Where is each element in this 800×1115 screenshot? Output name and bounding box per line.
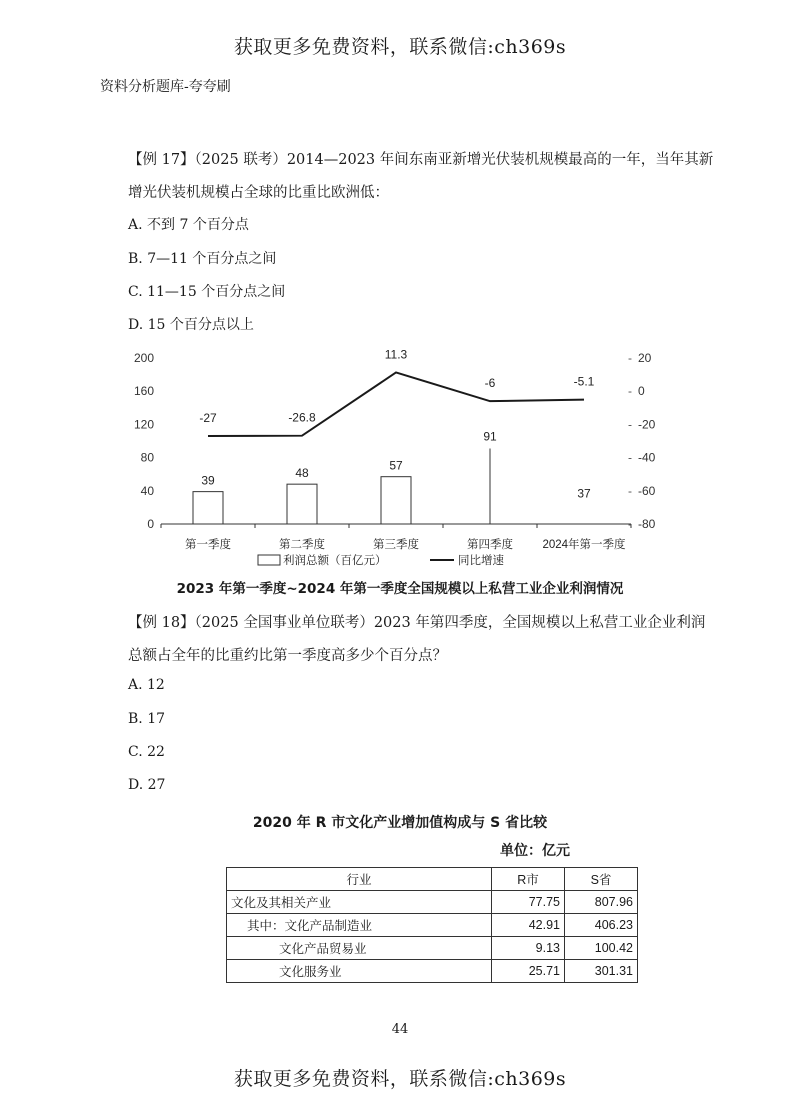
header-industry: 行业: [227, 868, 492, 891]
bar-value-label: 91: [483, 429, 497, 444]
right-tick-dash: -: [628, 384, 632, 399]
top-banner: 获取更多免费资料，联系微信:ch369s: [233, 36, 567, 58]
legend-line-label: 同比增速: [458, 555, 504, 567]
bottom-banner: 获取更多免费资料，联系微信:ch369s: [233, 1068, 567, 1090]
table-title: 2020 年 R 市文化产业增加值构成与 S 省比较: [252, 815, 548, 831]
q17-option-c[interactable]: C. 11—15 个百分点之间: [128, 284, 286, 300]
row-r-value: 9.13: [492, 937, 565, 960]
bar-value-label: 48: [295, 466, 309, 481]
q17-option-a[interactable]: A. 不到 7 个百分点: [128, 217, 249, 233]
row-r-value: 42.91: [492, 914, 565, 937]
q17-option-b[interactable]: B. 7—11 个百分点之间: [128, 251, 277, 267]
legend-bar-swatch: [258, 555, 280, 565]
row-s-value: 406.23: [565, 914, 638, 937]
q18-stem-line1: 【例 18】（2025 全国事业单位联考）2023 年第四季度，全国规模以上私营工业企业利润: [128, 615, 706, 631]
right-tick-label: -20: [638, 417, 656, 432]
bar: [381, 477, 411, 524]
bar-value-label: 39: [201, 473, 215, 488]
row-label: 文化及其相关产业: [227, 891, 492, 914]
row-r-value: 77.75: [492, 891, 565, 914]
chart-caption: 2023 年第一季度~2024 年第一季度全国规模以上私营工业企业利润情况: [176, 581, 624, 597]
document-subtitle: 资料分析题库-夸夸刷: [100, 79, 231, 95]
category-label: 2024年第一季度: [542, 539, 626, 551]
q17-stem-line1: 【例 17】（2025 联考）2014—2023 年间东南亚新增光伏装机规模最高的一年，当年其新: [128, 152, 714, 168]
right-tick-dash: -: [628, 351, 632, 365]
right-tick-dash: -: [628, 517, 632, 531]
left-tick-label: 80: [140, 450, 154, 465]
right-tick-dash: -: [628, 483, 632, 498]
category-label: 第二季度: [279, 539, 325, 551]
table-row: [227, 914, 638, 937]
right-tick-label: -60: [638, 483, 656, 498]
header-s-province: S省: [565, 868, 638, 891]
q18-stem-line2: 总额占全年的比重约比第一季度高多少个百分点？: [128, 648, 447, 664]
row-label: 文化服务业: [227, 960, 492, 983]
line-value-label: -27: [199, 411, 217, 426]
row-s-value: 301.31: [565, 960, 638, 983]
industry-table: [226, 867, 638, 983]
bar: [287, 484, 317, 524]
row-s-value: 807.96: [565, 891, 638, 914]
category-label: 第四季度: [467, 539, 513, 551]
profit-chart: [110, 346, 670, 576]
category-label: 第三季度: [373, 539, 419, 551]
q18-option-c[interactable]: C. 22: [128, 744, 165, 760]
q17-stem-line2: 增光伏装机规模占全球的比重比欧洲低：: [128, 185, 389, 201]
row-r-value: 25.71: [492, 960, 565, 983]
left-tick-label: 200: [133, 351, 154, 365]
left-tick-label: 0: [147, 517, 154, 531]
bar: [193, 492, 223, 524]
q18-option-d[interactable]: D. 27: [128, 777, 166, 793]
right-tick-label: -80: [638, 517, 656, 531]
growth-line: [208, 372, 584, 436]
table-header-row: [227, 868, 638, 891]
bar-value-label: 37: [577, 486, 591, 501]
right-tick-label: 0: [638, 384, 645, 399]
line-value-label: -6: [484, 376, 496, 391]
table-row: [227, 937, 638, 960]
row-label: 其中：文化产品制造业: [227, 914, 492, 937]
right-tick-label: 20: [638, 351, 652, 365]
q17-option-d[interactable]: D. 15 个百分点以上: [128, 317, 254, 333]
right-tick-label: -40: [638, 450, 656, 465]
line-value-label: 11.3: [384, 347, 408, 362]
right-tick-dash: -: [628, 450, 632, 465]
bar-value-label: 57: [389, 458, 403, 473]
right-tick-dash: -: [628, 417, 632, 432]
table-row: [227, 960, 638, 983]
left-tick-label: 160: [133, 384, 154, 399]
left-tick-label: 40: [140, 483, 154, 498]
left-tick-label: 120: [133, 417, 154, 432]
row-s-value: 100.42: [565, 937, 638, 960]
q18-option-a[interactable]: A. 12: [128, 677, 165, 693]
line-value-label: -26.8: [288, 410, 316, 425]
header-r-city: R市: [492, 868, 565, 891]
table-unit: 单位：亿元: [500, 843, 570, 859]
legend-bar-label: 利润总额（百亿元）: [283, 555, 387, 567]
category-label: 第一季度: [185, 539, 231, 551]
line-value-label: -5.1: [573, 374, 595, 389]
table-row: [227, 891, 638, 914]
page-number: 44: [391, 1022, 409, 1037]
q18-option-b[interactable]: B. 17: [128, 711, 166, 727]
row-label: 文化产品贸易业: [227, 937, 492, 960]
